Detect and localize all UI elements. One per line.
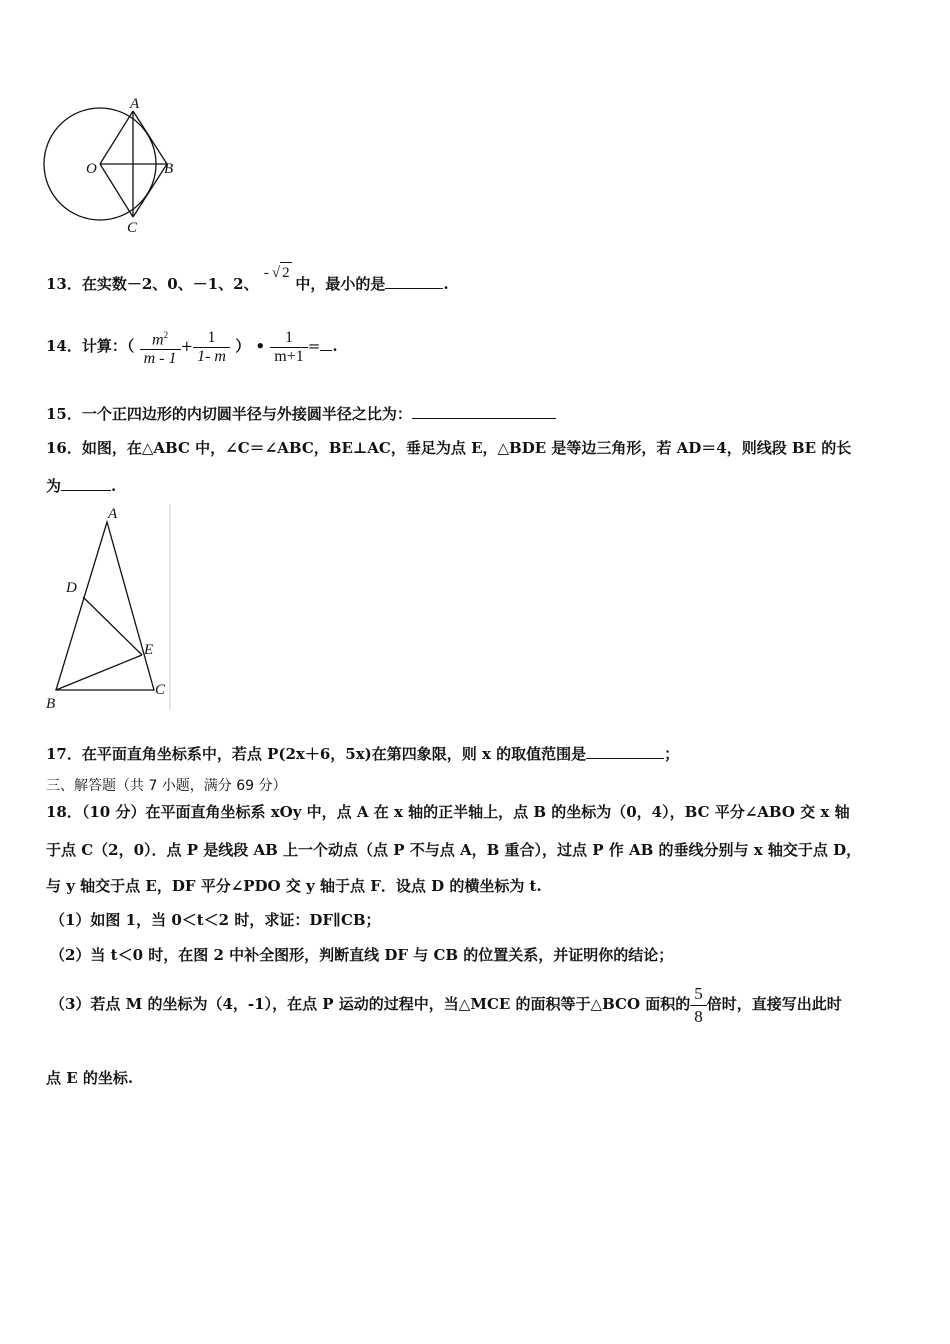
fraction-m2-over-m-1: [140, 326, 181, 368]
section-heading-3: [46, 776, 287, 796]
question-18-part-2: [50, 945, 673, 965]
q18-part2: （2）当 t＜0 时，在图 2 中补全图形，判断直线 DF 与 CB 的位置关系，并证明你的结论；: [50, 946, 674, 964]
label-b: B: [46, 696, 56, 712]
answer-blank-13[interactable]: [385, 274, 443, 289]
question-13: [46, 265, 449, 295]
answer-blank-16[interactable]: [61, 476, 111, 491]
circle-figure: [40, 96, 190, 238]
answer-blank-15[interactable]: [412, 404, 556, 419]
label-e: E: [144, 642, 154, 658]
frac-num: 5: [690, 983, 707, 1006]
fraction-5-over-8: [690, 983, 707, 1028]
answer-blank-14[interactable]: [320, 336, 332, 351]
label-a: A: [130, 96, 140, 112]
q15-text: 15．一个正四边形的内切圆半径与外接圆半径之比为：: [46, 405, 412, 423]
plus-sign: +: [180, 337, 194, 355]
label-b: B: [164, 161, 174, 177]
q18-line2: 于点 C（2，0）．点 P 是线段 AB 上一个动点（点 P 不与点 A，B 重合），过点 P 作 AB 的垂线分别与 x 轴交于点 D，: [46, 841, 862, 859]
f1-sup: 2: [163, 329, 169, 340]
question-17: [46, 744, 679, 764]
q16-line2-prefix: 为: [46, 477, 62, 495]
equals-sign: =: [307, 337, 321, 355]
dot-operator: •: [255, 337, 266, 355]
question-18-part-3: [50, 980, 842, 1028]
q16-line2-end: .: [111, 477, 117, 495]
f3-den: m+1: [274, 347, 304, 365]
q18-part3-line2: 点 E 的坐标.: [46, 1069, 134, 1087]
label-c: C: [155, 682, 166, 698]
neg-sign: -: [263, 265, 269, 281]
f1-den: m - 1: [143, 350, 177, 368]
q13-end: .: [443, 275, 449, 293]
q18-part3-prefix: （3）若点 M 的坐标为（4，-1），在点 P 运动的过程中，当△MCE 的面积等于△BCO 面积的: [50, 995, 691, 1013]
answer-blank-17[interactable]: [586, 744, 664, 759]
radicand: 2: [280, 262, 292, 283]
question-18-line-2: [46, 840, 861, 860]
f3-num: 1: [270, 329, 307, 348]
fraction-1-over-m-plus-1: [270, 329, 307, 366]
neg-sqrt-2: - √ 2: [264, 265, 296, 281]
frac-den: 8: [694, 1006, 703, 1026]
q14-end: .: [332, 337, 338, 355]
question-16-line-1: [46, 438, 851, 458]
q13-prefix: 13．在实数－2、0、－1、2、: [46, 275, 259, 293]
question-15: [46, 404, 556, 424]
q17-text: 17．在平面直角坐标系中，若点 P(2x＋6，5x)在第四象限，则 x 的取值范围是: [46, 745, 587, 763]
q13-suffix: 中，最小的是: [295, 275, 386, 293]
label-c: C: [127, 220, 138, 236]
question-16-line-2: [46, 476, 116, 496]
f2-den: 1- m: [197, 347, 226, 365]
question-14: [46, 322, 338, 370]
question-18-part-1: [50, 910, 381, 930]
f1-num: m: [152, 331, 164, 349]
section3-heading: 三、解答题（共 7 小题，满分 69 分）: [46, 778, 287, 794]
q18-line3: 与 y 轴交于点 E，DF 平分∠PDO 交 y 轴于点 F．设点 D 的横坐标为 t.: [46, 877, 542, 895]
question-18-line-1: [46, 802, 850, 822]
q16-line1: 16．如图，在△ABC 中，∠C＝∠ABC，BE⊥AC，垂足为点 E，△BDE 是等边三角形，若 AD＝4，则线段 BE 的长: [46, 439, 852, 457]
f2-num: 1: [193, 329, 230, 348]
label-a: A: [108, 506, 118, 522]
label-o: O: [86, 161, 97, 177]
question-18-part-3-line-2: [46, 1068, 133, 1088]
q18-part1: （1）如图 1，当 0＜t＜2 时，求证：DF∥CB；: [50, 911, 381, 929]
q18-part3-suffix: 倍时，直接写出此时: [706, 995, 842, 1013]
q18-line1: 18．（10 分）在平面直角坐标系 xOy 中，点 A 在 x 轴的正半轴上，点 B 的坐标为（0，4），BC 平分∠ABO 交 x 轴: [46, 803, 850, 821]
q17-end: ；: [664, 745, 680, 763]
q14-close: ）: [235, 337, 251, 355]
question-18-line-3: [46, 876, 542, 896]
q14-prefix: 14．计算：（: [46, 337, 135, 355]
fraction-1-over-1-m: [193, 329, 230, 366]
label-d: D: [66, 580, 77, 596]
triangle-figure: [40, 502, 180, 714]
